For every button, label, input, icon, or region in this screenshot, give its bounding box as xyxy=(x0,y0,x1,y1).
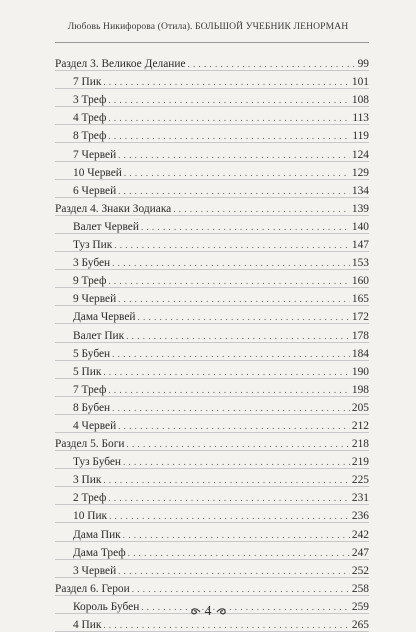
toc-entry-page: 108 xyxy=(351,94,369,107)
toc-dot-leader xyxy=(173,202,350,216)
toc-entry xyxy=(55,89,369,107)
toc-entry xyxy=(55,234,369,252)
toc-entry-title: 7 Пик xyxy=(73,76,102,89)
toc-entry xyxy=(55,343,369,361)
toc-dot-leader xyxy=(128,546,350,560)
toc-entry-title: Король Бубен xyxy=(73,600,140,613)
toc-entry-title: Дама Треф xyxy=(73,546,126,559)
toc-entry xyxy=(55,523,369,541)
toc-entry-page: 113 xyxy=(352,112,369,125)
toc-entry-title: 3 Червей xyxy=(73,564,117,577)
toc-entry-page: 225 xyxy=(351,474,369,487)
toc-section-entry xyxy=(55,578,369,596)
toc-entry xyxy=(55,505,369,523)
toc-entry-page: 139 xyxy=(351,202,369,215)
toc-entry-page: 119 xyxy=(352,130,369,143)
toc-entry-title: 4 Треф xyxy=(73,112,107,125)
toc-dot-leader xyxy=(108,491,350,505)
toc-dot-leader xyxy=(112,256,350,270)
toc-dot-leader xyxy=(112,401,350,415)
toc-entry xyxy=(55,306,369,324)
toc-entry-title: Туз Пик xyxy=(73,239,113,252)
toc-dot-leader xyxy=(118,292,350,306)
toc-entry-title: Раздел 3. Великое Делание xyxy=(55,58,186,71)
toc-entry-page: 242 xyxy=(351,528,369,541)
toc-entry xyxy=(55,560,369,578)
toc-dot-leader xyxy=(132,582,350,596)
toc-dot-leader xyxy=(103,75,350,89)
toc-entry xyxy=(55,71,369,89)
toc-entry-page: 184 xyxy=(351,347,369,360)
toc-entry xyxy=(55,162,369,180)
toc-entry-title: 9 Треф xyxy=(73,275,107,288)
toc-entry xyxy=(55,415,369,433)
toc-entry-page: 218 xyxy=(351,438,369,451)
toc-dot-leader xyxy=(123,528,350,542)
toc-entry-page: 134 xyxy=(351,184,369,197)
toc-entry-title: 4 Червей xyxy=(73,419,117,432)
toc-entry-page: 205 xyxy=(351,401,369,414)
toc-entry-page: 265 xyxy=(351,619,369,631)
page-footer xyxy=(0,604,416,620)
toc-dot-leader xyxy=(118,419,350,433)
toc-entry xyxy=(55,252,369,270)
toc-section-entry xyxy=(55,433,369,451)
toc-section-entry xyxy=(55,198,369,216)
toc-dot-leader xyxy=(118,184,350,198)
toc-dot-leader xyxy=(103,365,350,379)
toc-entry xyxy=(55,397,369,415)
toc-dot-leader xyxy=(126,437,349,451)
toc-dot-leader xyxy=(112,347,350,361)
toc-entry-title: 3 Пик xyxy=(73,474,102,487)
left-ornament-icon xyxy=(189,607,201,617)
toc-dot-leader xyxy=(103,473,350,487)
toc-entry-title: 3 Треф xyxy=(73,94,107,107)
toc-dot-leader xyxy=(108,93,350,107)
toc-entry-title: 6 Червей xyxy=(73,184,117,197)
page-number: 4 xyxy=(204,604,212,619)
toc-dot-leader xyxy=(118,148,350,162)
toc-dot-leader xyxy=(108,111,350,125)
right-ornament-icon xyxy=(216,607,228,617)
toc-dot-leader xyxy=(118,564,350,578)
toc-entry-page: 172 xyxy=(351,311,369,324)
toc-entry xyxy=(55,451,369,469)
toc-dot-leader xyxy=(108,129,350,143)
toc-entry-title: Раздел 4. Знаки Зодиака xyxy=(55,202,172,215)
toc-entry xyxy=(55,379,369,397)
toc-entry-title: 7 Червей xyxy=(73,148,117,161)
toc-dot-leader xyxy=(141,220,350,234)
toc-entry-page: 252 xyxy=(351,564,369,577)
toc-entry-page: 259 xyxy=(351,600,369,613)
toc-entry-page: 190 xyxy=(351,365,369,378)
toc-entry-title: 10 Червей xyxy=(73,166,122,179)
toc-entry-title: 8 Треф xyxy=(73,130,107,143)
toc-entry-title: Дама Червей xyxy=(73,311,136,324)
toc-section-entry xyxy=(55,53,369,71)
toc-entry-title: Раздел 6. Герои xyxy=(55,582,130,595)
toc-entry xyxy=(55,270,369,288)
toc-entry-title: Валет Червей xyxy=(73,220,139,233)
toc-entry-page: 147 xyxy=(351,239,369,252)
toc-dot-leader xyxy=(114,238,350,252)
toc-entry xyxy=(55,180,369,198)
toc-entry-page: 236 xyxy=(351,510,369,523)
toc-entry xyxy=(55,361,369,379)
toc-entry-page: 160 xyxy=(351,275,369,288)
toc-entry xyxy=(55,487,369,505)
toc-dot-leader xyxy=(188,57,356,71)
toc-entry xyxy=(55,143,369,161)
toc-entry xyxy=(55,542,369,560)
toc-entry-title: 9 Червей xyxy=(73,293,117,306)
running-header: Любовь Никифорова (Отила). БОЛЬШОЙ УЧЕБНИК ЛЕНОРМАН xyxy=(67,21,349,32)
toc-entry-title: 3 Бубен xyxy=(73,257,111,270)
toc-entry-page: 99 xyxy=(357,58,369,71)
toc-entry xyxy=(55,125,369,143)
toc-entry-title: 7 Треф xyxy=(73,383,107,396)
toc-dot-leader xyxy=(109,509,350,523)
toc-entry-page: 219 xyxy=(351,456,369,469)
table-of-contents xyxy=(55,53,369,632)
toc-entry-page: 101 xyxy=(351,76,369,89)
toc-entry-title: Туз Бубен xyxy=(73,456,122,469)
toc-entry-page: 153 xyxy=(351,257,369,270)
toc-entry-title: Раздел 5. Боги xyxy=(55,438,125,451)
toc-entry-title: 4 Пик xyxy=(73,619,102,631)
toc-dot-leader xyxy=(108,383,350,397)
toc-dot-leader xyxy=(123,455,350,469)
toc-entry-page: 124 xyxy=(351,148,369,161)
toc-entry-page: 178 xyxy=(351,329,369,342)
toc-entry xyxy=(55,216,369,234)
header-rule xyxy=(55,42,369,43)
toc-entry-page: 212 xyxy=(351,419,369,432)
toc-dot-leader xyxy=(137,310,349,324)
toc-entry-title: 2 Треф xyxy=(73,492,107,505)
toc-dot-leader xyxy=(126,329,350,343)
toc-entry-title: Валет Пик xyxy=(73,329,125,342)
toc-entry-title: 10 Пик xyxy=(73,510,108,523)
toc-entry-title: Дама Пик xyxy=(73,528,121,541)
toc-entry-title: 8 Бубен xyxy=(73,401,111,414)
toc-dot-leader xyxy=(108,274,350,288)
toc-dot-leader xyxy=(124,166,350,180)
toc-entry-page: 258 xyxy=(351,582,369,595)
toc-entry xyxy=(55,288,369,306)
toc-entry-page: 247 xyxy=(351,546,369,559)
toc-entry-page: 198 xyxy=(351,383,369,396)
toc-entry-page: 140 xyxy=(351,220,369,233)
toc-entry-page: 165 xyxy=(351,293,369,306)
toc-entry-page: 129 xyxy=(351,166,369,179)
toc-entry xyxy=(55,324,369,342)
toc-entry xyxy=(55,469,369,487)
toc-entry-title: 5 Бубен xyxy=(73,347,111,360)
toc-entry-title: 5 Пик xyxy=(73,365,102,378)
toc-entry xyxy=(55,107,369,125)
toc-entry-page: 231 xyxy=(351,492,369,505)
